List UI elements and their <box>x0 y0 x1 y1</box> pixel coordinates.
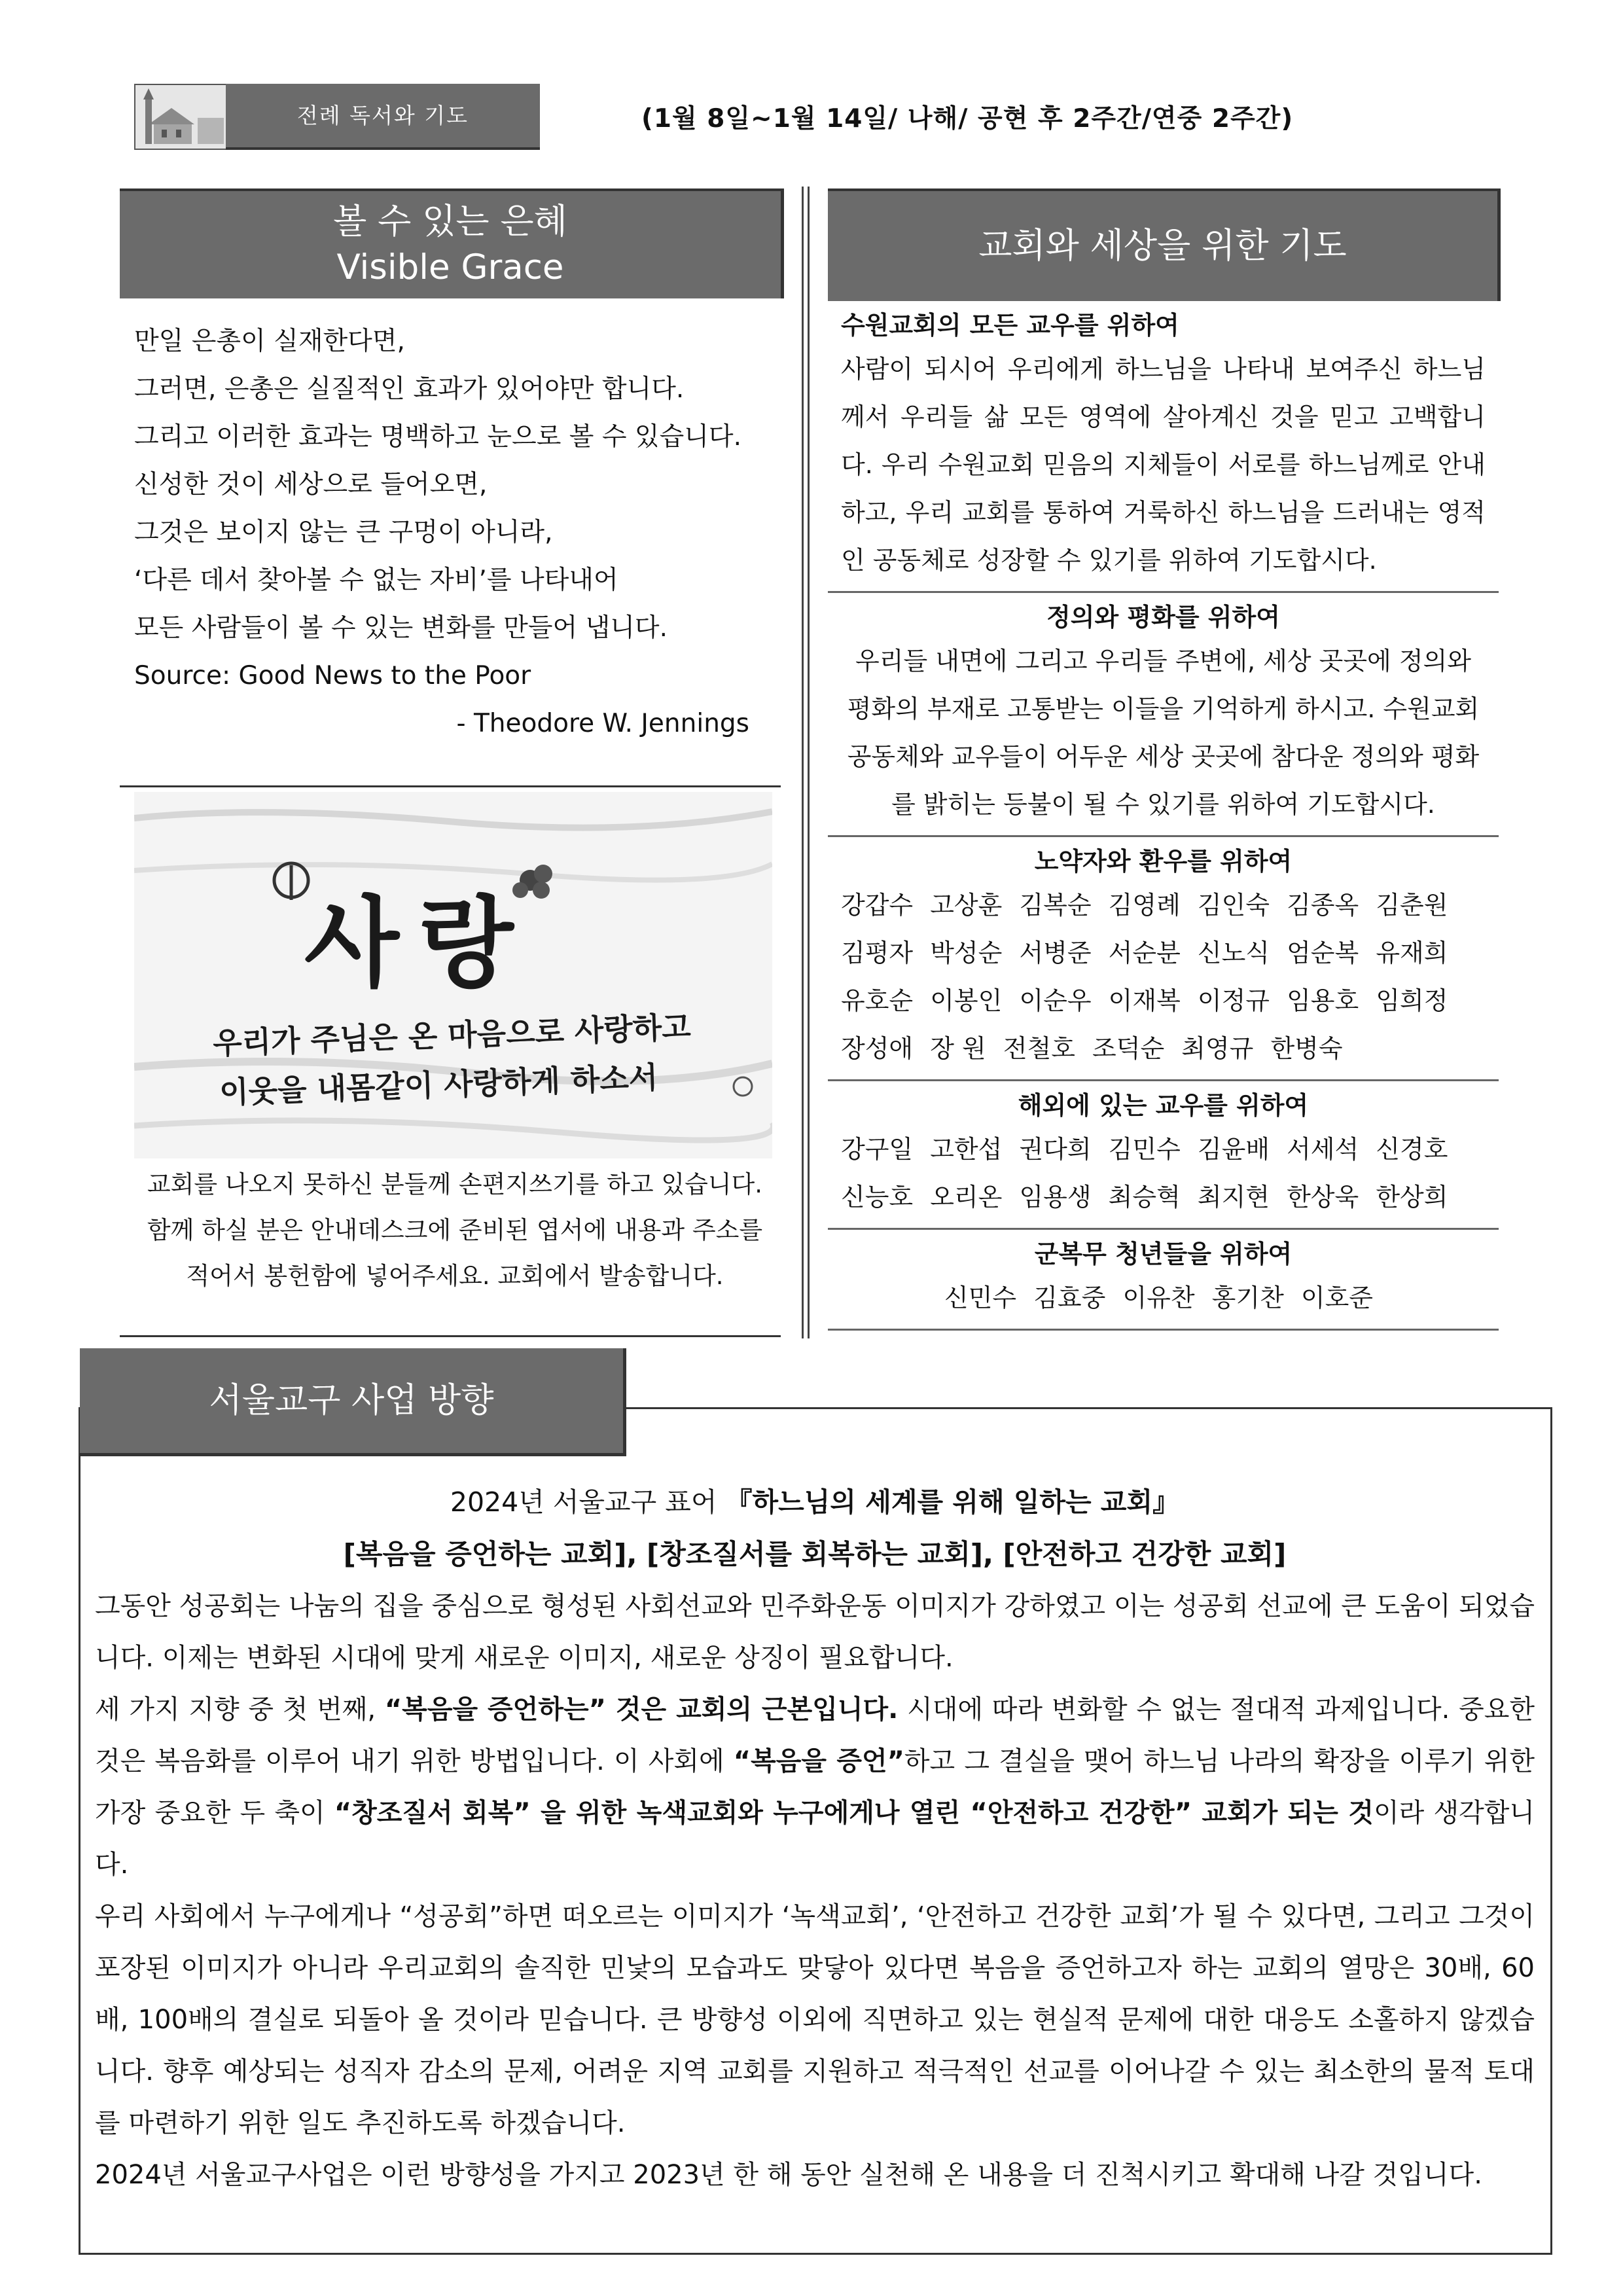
person-name: 김종옥 <box>1287 891 1359 920</box>
person-name: 신노식 <box>1197 939 1270 967</box>
person-name: 신경호 <box>1376 1135 1448 1164</box>
person-name: 홍기찬 <box>1211 1283 1284 1312</box>
person-name: 최영규 <box>1181 1034 1254 1063</box>
seoul-paragraph-3: 우리 사회에서 누구에게나 “성공회”하면 떠오르는 이미지가 ‘녹색교회’, ‘안전하고 건강한 교회’가 될 수 있다면, 그리고 그것이 포장된 이미지가 아니라 우리교회의 솔직한 민낯의 모습과도 맞닿아 있다면 복음을 증언하고자 하는 교회의 열망은 30배, 60배, 100배의 결실로 되돌아 올 것이라 믿습니다. 큰 방향성 이외에 직면하고 있는 현실적 문제에 대한 대응도 소홀하지 않겠습니다. 향후 예상되는 성직자 감소의 문제, 어려운 지역 교회를 지원하고 적극적인 선교를 이어나갈 수 있는 최소한의 물적 토대를 마련하기 위한 일도 추진하도록 하겠습니다. <box>95 1901 1535 2138</box>
person-name: 한상희 <box>1376 1183 1448 1211</box>
date-range: (1월 8일~1월 14일/ 나해/ 공현 후 2주간/연중 2주간) <box>641 104 1294 134</box>
name-list <box>841 882 1486 1073</box>
person-name: 이정규 <box>1197 986 1270 1015</box>
person-name: 유재희 <box>1376 939 1448 967</box>
grace-line: ‘다른 데서 찾아볼 수 없는 자비’를 나타내어 <box>134 565 618 595</box>
seoul-paragraph-2 <box>95 1684 1535 1891</box>
church-icon <box>135 85 227 149</box>
seoul-paragraph-4: 2024년 서울교구사업은 이런 방향성을 가지고 2023년 한 해 동안 실천해 온 내용을 더 진척시키고 확대해 나갈 것입니다. <box>95 2160 1482 2190</box>
person-name: 장성애 <box>841 1034 914 1063</box>
person-name: 이호준 <box>1300 1283 1373 1312</box>
seoul-tab: 서울교구 사업 방향 <box>80 1348 626 1456</box>
person-name: 서순분 <box>1108 939 1181 967</box>
prayer-section-title: 수원교회의 모든 교우를 위하여 <box>841 311 1179 340</box>
name-list <box>841 1126 1486 1221</box>
person-name: 신민수 <box>944 1283 1017 1312</box>
calligraphy-love: 사랑 <box>304 886 533 1001</box>
grace-line: 그것은 보이지 않는 큰 구멍이 아니라, <box>134 518 553 547</box>
prayer-section-body: 사람이 되시어 우리에게 하느님을 나타내 보여주신 하느님께서 우리들 삶 모든 영역에 살아계신 것을 믿고 고백합니다. 우리 수원교회 믿음의 지체들이 서로를 하느님께로 안내하고, 우리 교회를 통하여 거룩하신 하느님을 드러내는 영적인 공동체로 성장할 수 있기를 위하여 기도합시다. <box>841 355 1486 575</box>
calligraphy-line-2: 이웃을 내몸같이 사랑하게 하소서 <box>219 1059 659 1111</box>
person-name: 엄순복 <box>1287 939 1359 967</box>
grace-line: 그리고 이러한 효과는 명백하고 눈으로 볼 수 있습니다. <box>134 422 742 452</box>
person-name: 김영례 <box>1108 891 1181 920</box>
grace-text <box>134 317 782 747</box>
person-name: 고상훈 <box>930 891 1003 920</box>
prayer-section-members <box>828 301 1499 593</box>
column-divider <box>802 187 810 1338</box>
grace-line: 모든 사람들이 볼 수 있는 변화를 만들어 냅니다. <box>134 613 668 643</box>
grace-line: 신성한 것이 세상으로 들어오면, <box>134 470 488 499</box>
grace-title-box <box>120 188 784 298</box>
card-notice-line: 교회를 나오지 못하신 분들께 손편지쓰기를 하고 있습니다. <box>147 1170 763 1198</box>
card-notice-line: 함께 하실 분은 안내데스크에 준비된 엽서에 내용과 주소를 <box>147 1216 763 1244</box>
divider-line <box>120 785 781 787</box>
person-name: 최승혁 <box>1108 1183 1181 1211</box>
person-name: 고한섭 <box>930 1135 1003 1164</box>
person-name: 김인숙 <box>1197 891 1270 920</box>
grace-source: Source: Good News to the Poor <box>134 661 531 691</box>
prayer-section-title: 정의와 평화를 위하여 <box>1046 603 1280 632</box>
person-name: 이재복 <box>1108 986 1181 1015</box>
text-run-bold: “복음을 증언” <box>733 1746 904 1776</box>
person-name: 김민수 <box>1108 1135 1181 1164</box>
card-notice <box>124 1162 785 1299</box>
person-name: 김복순 <box>1019 891 1092 920</box>
calligraphy-line-1: 우리가 주님은 온 마음으로 사랑하고 <box>212 1009 692 1062</box>
person-name: 임용생 <box>1019 1183 1092 1211</box>
person-name: 서병준 <box>1019 939 1092 967</box>
seoul-pillars: [복음을 증언하는 교회], [창조질서를 회복하는 교회], [안전하고 건강한 교회] <box>343 1538 1287 1570</box>
prayer-section-sick <box>828 837 1499 1081</box>
grace-author: - Theodore W. Jennings <box>456 709 749 738</box>
calligraphy-image <box>134 792 772 1158</box>
person-name: 김춘원 <box>1376 891 1448 920</box>
text-run: 시대에 따라 변화할 수 없는 절대적 과제입니다. 중요한 것은 복음화를 이루어 내기 위한 방법입니다. 이 사회에 <box>95 1695 1535 1776</box>
grace-line: 그러면, 은총은 실질적인 효과가 있어야만 합니다. <box>134 374 685 404</box>
prayer-section-title: 군복무 청년들을 위하여 <box>1034 1240 1293 1268</box>
motto-title: 『하느님의 세계를 위해 일하는 교회』 <box>725 1486 1180 1518</box>
prayer-title: 교회와 세상을 위한 기도 <box>828 188 1501 301</box>
person-name: 박성순 <box>930 939 1003 967</box>
person-name: 최지현 <box>1197 1183 1270 1211</box>
grace-title-ko: 볼 수 있는 은혜 <box>333 202 567 242</box>
person-name: 강갑수 <box>841 891 914 920</box>
prayer-section-body: 우리들 내면에 그리고 우리들 주변에, 세상 곳곳에 정의와 평화의 부재로 고통받는 이들을 기억하게 하시고. 수원교회 공동체와 교우들이 어두운 세상 곳곳에 참다운 정의와 평화를 밝히는 등불이 될 수 있기를 위하여 기도합시다. <box>847 647 1480 819</box>
person-name: 이순우 <box>1019 986 1092 1015</box>
divider-line <box>120 1335 781 1337</box>
person-name: 이유찬 <box>1122 1283 1195 1312</box>
seoul-content <box>95 1476 1535 2201</box>
grace-title-en: Visible Grace <box>336 247 564 287</box>
text-run: 이라 생각합니다. <box>95 1798 1535 1880</box>
seoul-paragraph-1: 그동안 성공회는 나눔의 집을 중심으로 형성된 사회선교와 민주화운동 이미지가 강하였고 이는 성공회 선교에 큰 도움이 되었습니다. 이제는 변화된 시대에 맞게 새로운 이미지, 새로운 상징이 필요합니다. <box>95 1591 1535 1673</box>
person-name: 한병숙 <box>1270 1034 1343 1063</box>
person-name: 장 원 <box>930 1034 986 1063</box>
text-run: 세 가지 지향 중 첫 번째, <box>95 1695 385 1725</box>
prayer-section-abroad <box>828 1081 1499 1230</box>
person-name: 신능호 <box>841 1183 914 1211</box>
person-name: 조덕순 <box>1092 1034 1165 1063</box>
prayer-section-title: 노약자와 환우를 위하여 <box>1034 847 1293 876</box>
card-notice-line: 적어서 봉헌함에 넣어주세요. 교회에서 발송합니다. <box>186 1262 724 1290</box>
prayer-section-justice <box>828 593 1499 837</box>
person-name: 김윤배 <box>1197 1135 1270 1164</box>
prayer-sections <box>828 301 1499 1331</box>
person-name: 김효중 <box>1033 1283 1106 1312</box>
person-name: 서세석 <box>1287 1135 1359 1164</box>
person-name: 강구일 <box>841 1135 914 1164</box>
prayer-section-title: 해외에 있는 교우를 위하여 <box>1018 1091 1309 1120</box>
person-name: 이봉인 <box>930 986 1003 1015</box>
person-name: 임용호 <box>1287 986 1359 1015</box>
grace-line: 만일 은총이 실재한다면, <box>134 327 405 356</box>
person-name: 유호순 <box>841 986 914 1015</box>
person-name: 김평자 <box>841 939 914 967</box>
section-tab-liturgy: 전례 독서와 기도 <box>226 84 540 150</box>
motto-prefix: 2024년 서울교구 표어 <box>450 1486 726 1518</box>
person-name: 임희정 <box>1376 986 1448 1015</box>
person-name: 한상욱 <box>1287 1183 1359 1211</box>
text-run-bold: “복음을 증언하는” 것은 교회의 근본입니다. <box>384 1695 899 1725</box>
text-run: 하고 그 결실을 맺어 하느님 나라의 확장을 이루기 위한 가장 중요한 두 축이 <box>95 1746 1535 1828</box>
name-list <box>841 1274 1486 1322</box>
person-name: 권다희 <box>1019 1135 1092 1164</box>
person-name: 전철호 <box>1003 1034 1075 1063</box>
seoul-motto <box>95 1476 1535 1528</box>
person-name: 오리온 <box>930 1183 1003 1211</box>
prayer-section-military <box>828 1230 1499 1331</box>
church-thumbnail <box>134 84 228 150</box>
text-run-bold: “창조질서 회복” 을 위한 녹색교회와 누구에게나 열린 “안전하고 건강한” 교회가 되는 것 <box>334 1798 1374 1828</box>
